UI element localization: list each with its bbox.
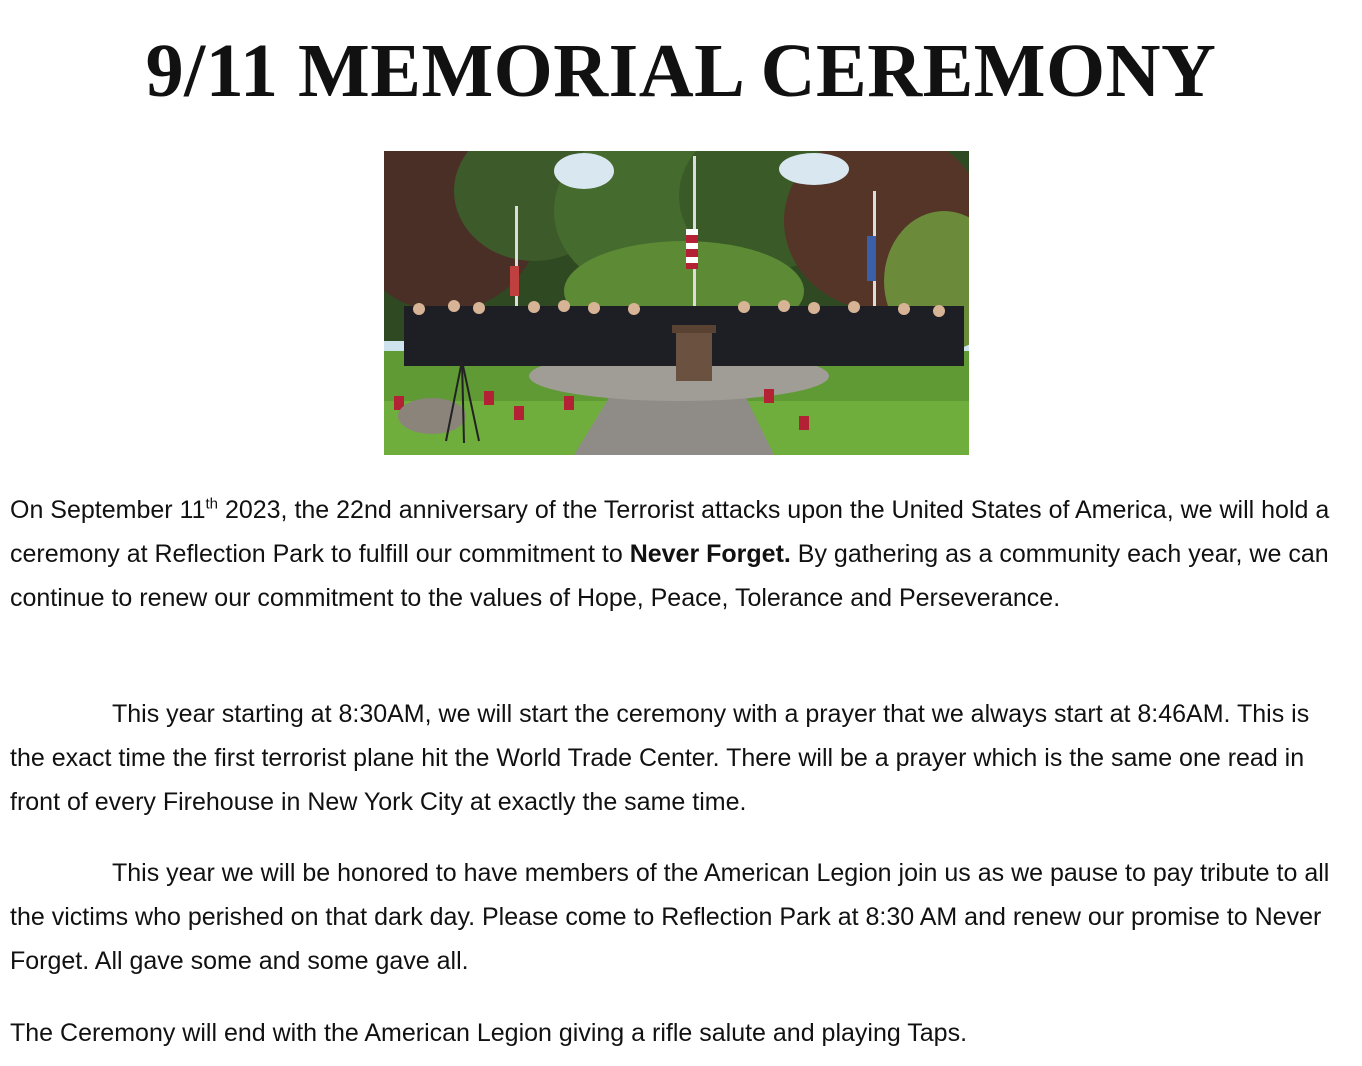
intro-text-start: On September 11 xyxy=(10,496,206,524)
schedule-paragraph: This year starting at 8:30AM, we will start the ceremony with a prayer that we always start at 8:46AM. This is the exact time the first terrorist plane hit the World Trade Center. There will be a prayer which is the same one read in front of every Firehouse in New York City at exactly the same time. xyxy=(10,700,1310,816)
intro-text-end: By gathering as a community each year, we can continue to renew our commitment to the values of Hope, Peace, Tolerance and Perseverance. xyxy=(10,540,1329,612)
intro-paragraph xyxy=(10,488,1350,620)
ceremony-photo xyxy=(384,151,969,455)
intro-text-middle: 2023, the 22nd anniversary of the Terrorist attacks upon the United States of America, we will hold a ceremony at Reflection Park to fulfill our commitment to xyxy=(10,496,1330,568)
closing-paragraph: The Ceremony will end with the American Legion giving a rifle salute and playing Taps. xyxy=(10,1019,968,1047)
legion-paragraph: This year we will be honored to have members of the American Legion join us as we pause to pay tribute to all the victims who perished on that dark day. Please come to Reflection Park at 8:30 AM and renew our promise to Never Forget. All gave some and some gave all. xyxy=(10,859,1330,975)
date-superscript: th xyxy=(205,495,218,513)
never-forget-emphasis: Never Forget. xyxy=(629,540,791,568)
page-title: 9/11 MEMORIAL CEREMONY xyxy=(145,29,1217,113)
